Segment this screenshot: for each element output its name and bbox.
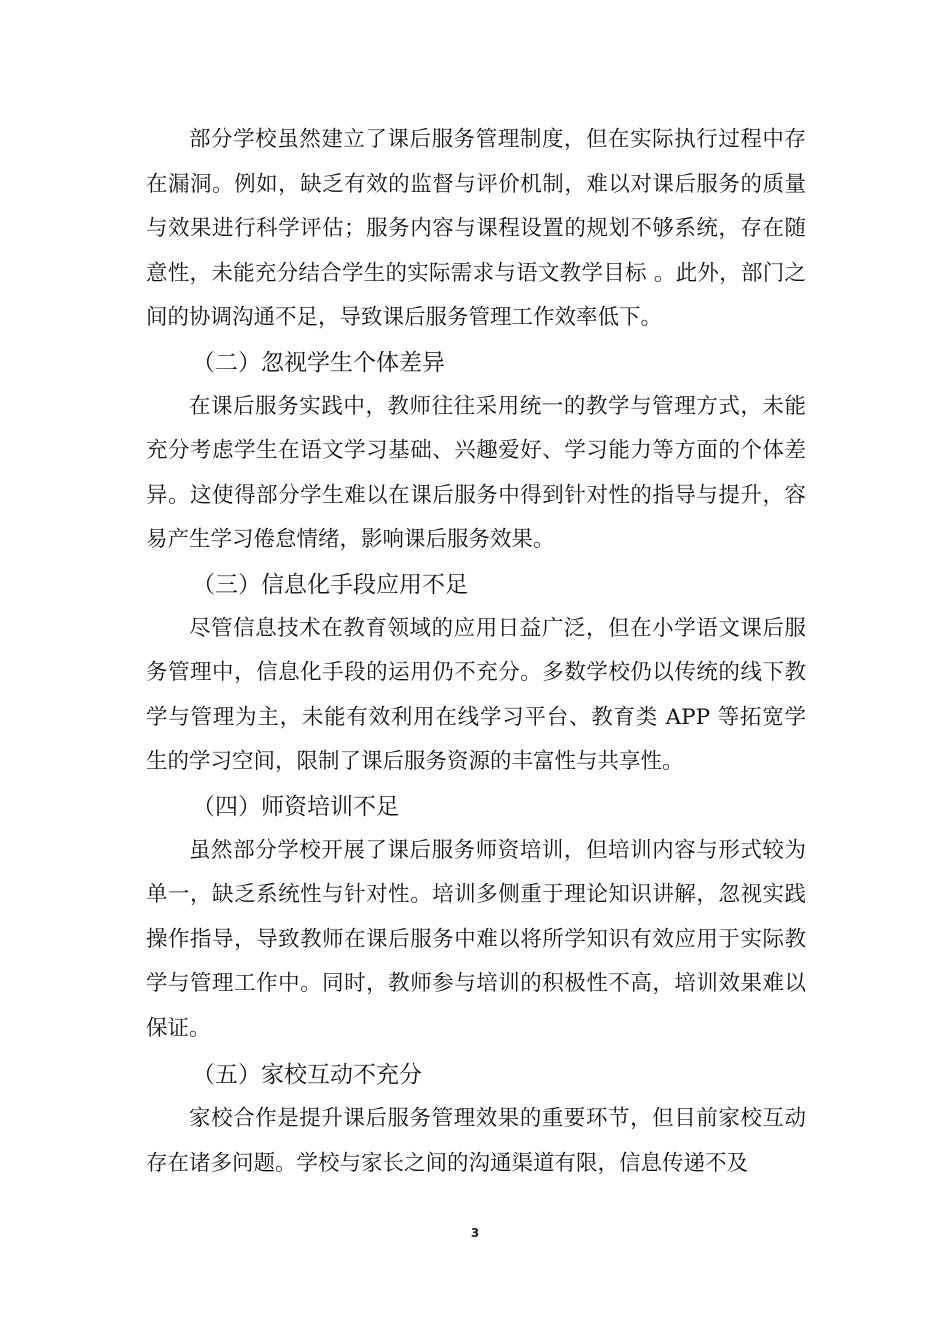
body-paragraph: 家校合作是提升课后服务管理效果的重要环节，但目前家校互动存在诸多问题。学校与家长之间的沟通渠道有限，信息传递不及 [146, 1106, 806, 1176]
section-heading: （五）家校互动不充分 [192, 1062, 422, 1088]
section-heading: （三）信息化手段应用不足 [192, 571, 468, 598]
document-body [146, 118, 806, 1186]
body-paragraph: 部分学校虽然建立了课后服务管理制度，但在实际执行过程中存在漏洞。例如，缺乏有效的监督与评价机制，难以对课后服务的质量与效果进行科学评估；服务内容与课程设置的规划不够系统，存在随意性，未能充分结合学生的实际需求与语文教学目标 。此外，部门之间的协调沟通不足，导致课后服务管理工作效率低下。 [146, 127, 806, 330]
section-heading: （四）师资培训不足 [192, 793, 399, 820]
body-paragraph: 虽然部分学校开展了课后服务师资培训，但培训内容与形式较为单一，缺乏系统性与针对性。培训多侧重于理论知识讲解，忽视实践操作指导，导致教师在课后服务中难以将所学知识有效应用于实际教学与管理工作中。同时，教师参与培训的积极性不高，培训效果难以保证。 [146, 837, 806, 1041]
page-number: 3 [470, 1226, 480, 1240]
body-paragraph: 在课后服务实践中，教师往往采用统一的教学与管理方式，未能充分考虑学生在语文学习基础、兴趣爱好、学习能力等方面的个体差异。这使得部分学生难以在课后服务中得到针对性的指导与提升，容易产生学习倦怠情绪，影响课后服务效果。 [146, 393, 806, 552]
body-paragraph: 尽管信息技术在教育领域的应用日益广泛，但在小学语文课后服务管理中，信息化手段的运用仍不充分。多数学校仍以传统的线下教学与管理为主，未能有效利用在线学习平台、教育类 APP 等拓宽学生的学习空间，限制了课后服务资源的丰富性与共享性。 [146, 615, 806, 774]
section-heading: （二）忽视学生个体差异 [192, 349, 445, 376]
